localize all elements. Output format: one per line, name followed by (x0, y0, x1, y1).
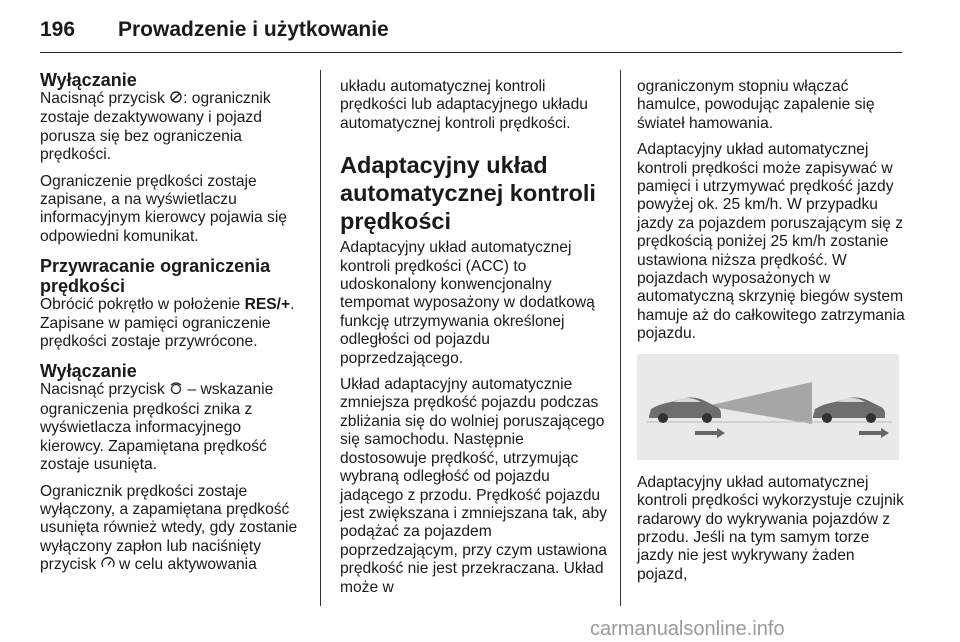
cruise-control-icon (101, 557, 115, 575)
car-icon (813, 397, 885, 423)
page-title: Prowadzenie i użytkowanie (118, 18, 389, 41)
arrow-right-icon (695, 428, 725, 438)
section-heading-restore: Przywracanie ograniczenia prędkości (40, 256, 271, 297)
speed-limiter-icon (169, 382, 183, 400)
text: w celu aktywowania (114, 556, 257, 574)
text: Nacisnąć przycisk (40, 90, 170, 107)
speed-limiter-off-icon (169, 91, 183, 109)
page-number: 196 (40, 18, 76, 41)
section-heading-acc: Adaptacyjny układ automatycznej kontroli prędkości (340, 152, 596, 235)
car-icon (649, 397, 721, 423)
section-heading-off-2: Wyłączanie (40, 361, 137, 382)
column-divider (320, 70, 321, 606)
paragraph: układu automatycznej kontroli prędkości lub adaptacyjnego układu automatycznej kontroli prędkości. (340, 78, 588, 132)
res-label: RES/+ (244, 296, 291, 314)
acc-radar-illustration (637, 354, 899, 460)
paragraph: Układ adaptacyjny automatycznie zmniejsza prędkość pojazdu podczas zbliżania się do wolniej poruszającego się samochodu. Następnie dostosowuje prędkość, utrzymując wybraną odległość od pojazdu jadącego z przodu. Prędkość pojazdu jest zwiększana i zmniejszana tak, aby podążać za pojazdem poprzedzającym, przy czym ustawiona prędkość nie jest przekraczana. Układ może w (340, 376, 607, 596)
paragraph (40, 90, 308, 165)
acc-illustration (637, 354, 899, 460)
paragraph: Adaptacyjny układ automatycznej kontroli prędkości wykorzystuje czujnik radarowy do wykrywania pojazdów z przodu. Jeśli na tym samym torze jazdy nie jest wykrywany żaden pojazd, (637, 473, 904, 583)
paragraph: Ograniczenie prędkości zostaje zapisane, a na wyświetlaczu informacyjnym kierowcy pojawia się odpowiedni komunikat. (40, 172, 287, 245)
paragraph (40, 381, 308, 474)
paragraph: Adaptacyjny układ automatycznej kontroli prędkości może zapisywać w pamięci i utrzymywać prędkość jazdy powyżej ok. 25 km/h. W przypadku jazdy za pojazdem poruszającym się z prędkością poniżej 25 km/h zostanie ustawiona niższa prędkość. W pojazdach wyposażonych w automatyczną skrzynię biegów system hamuje aż do całkowitego zatrzymania pojazdu. (637, 141, 905, 343)
watermark: carmanualsonline.info (590, 618, 785, 640)
page-header (40, 6, 902, 53)
text: – wskazanie ograniczenia prędkości znika z wyświetlacza informacyjnego kierowcy. Zapamiętana prędkość zostaje usunięta. (40, 381, 274, 474)
paragraph: ograniczonym stopniu włączać hamulce, powodując zapalenie się świateł hamowania. (637, 78, 875, 132)
text: Nacisnąć przycisk (40, 381, 170, 399)
paragraph (40, 483, 308, 576)
text: . Zapisane w pamięci ograniczenie prędkości zostaje przywrócone. (40, 296, 295, 351)
column-3 (637, 78, 905, 592)
text: : ogranicznik zostaje dezaktywowany i pojazd porusza się bez ograniczenia prędkości. (40, 90, 271, 164)
arrow-right-icon (859, 428, 889, 438)
section-heading-off: Wyłączanie (40, 70, 137, 90)
text: Ogranicznik prędkości zostaje wyłączony, a zapamiętana prędkość usunięta również wtedy, gdy zostanie wyłączony zapłon lub naciśnięty przycisk (40, 482, 298, 574)
paragraph: Adaptacyjny układ automatycznej kontroli prędkości (ACC) to udoskonalony konwencjonalny tempomat wyposażony w dodatkową funkcję utrzymywania określonej odległości od pojazdu poprzedzającego. (340, 239, 595, 367)
column-divider (620, 70, 621, 606)
paragraph (40, 296, 308, 351)
column-2 (340, 78, 608, 605)
column-1 (40, 70, 308, 584)
text: Obrócić pokrętło w położenie (40, 296, 245, 314)
